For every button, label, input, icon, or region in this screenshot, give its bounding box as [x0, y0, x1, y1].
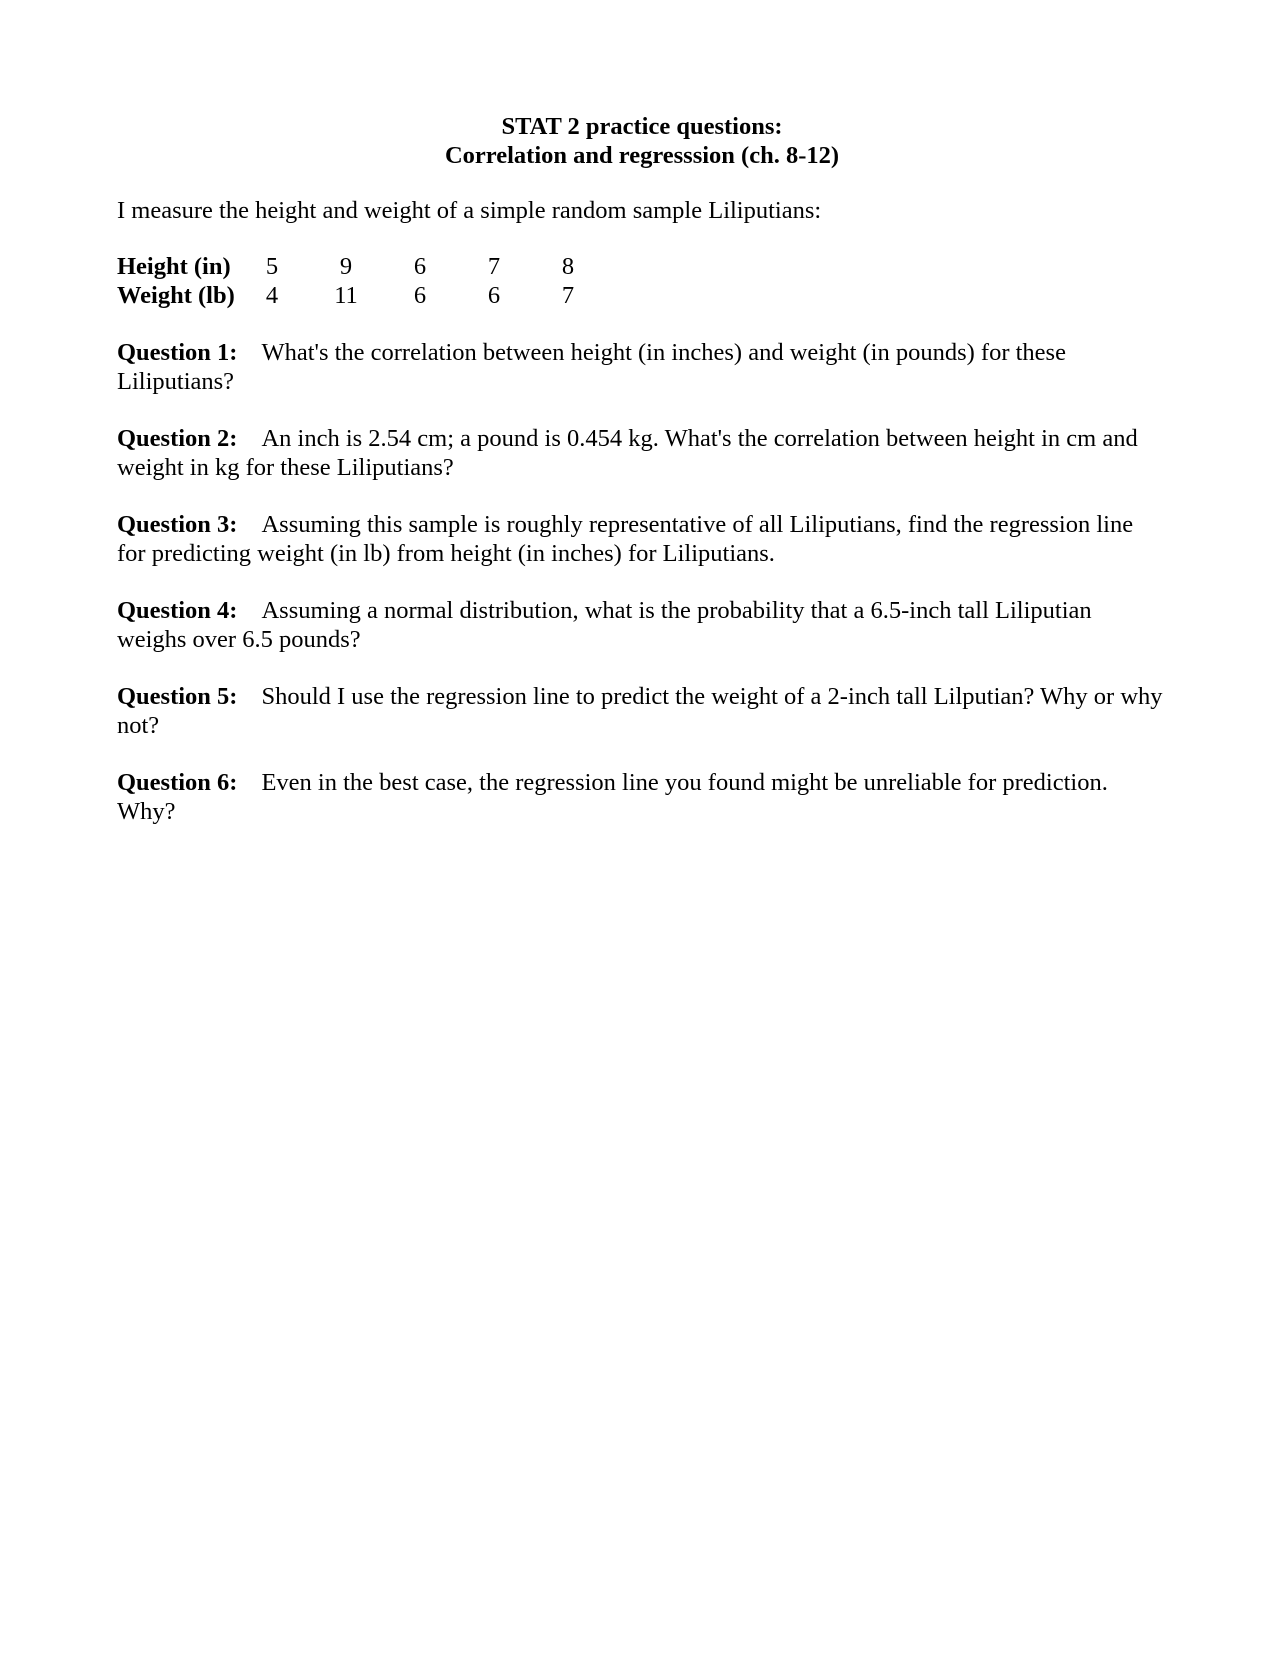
table-row-height — [117, 252, 627, 281]
question-text: Assuming a normal distribution, what is the probability that a 6.5-inch tall Liliputian weighs over 6.5 pounds? — [117, 597, 1092, 653]
question-5 — [117, 682, 1167, 740]
question-text: Even in the best case, the regression line you found might be unreliable for prediction. Why? — [117, 769, 1108, 825]
question-3 — [117, 510, 1167, 568]
title-line-2: Correlation and regresssion (ch. 8-12) — [444, 142, 840, 169]
intro-text: I measure the height and weight of a simple random sample Liliputians: — [117, 197, 822, 224]
question-1 — [117, 338, 1167, 396]
question-label: Question 1: — [117, 339, 238, 366]
table-cell: 11 — [334, 282, 358, 309]
question-label: Question 5: — [117, 683, 238, 710]
row-label: Weight (lb) — [117, 282, 235, 309]
table-cell: 4 — [265, 282, 279, 309]
question-label: Question 2: — [117, 425, 238, 452]
table-row-weight — [117, 281, 627, 310]
question-text: Assuming this sample is roughly representative of all Liliputians, find the regression line for predicting weight (in lb) from height (in inches) for Liliputians. — [117, 511, 1134, 567]
question-6 — [117, 768, 1167, 826]
table-cell: 8 — [561, 253, 575, 280]
title-line-1: STAT 2 practice questions: — [501, 113, 783, 140]
table-cell: 9 — [339, 253, 353, 280]
table-cell: 5 — [265, 253, 279, 280]
question-4 — [117, 596, 1167, 654]
question-label: Question 4: — [117, 597, 238, 624]
document-page — [117, 112, 1167, 826]
question-2 — [117, 424, 1167, 482]
question-text: An inch is 2.54 cm; a pound is 0.454 kg. What's the correlation between height in cm and weight in kg for these Liliputians? — [117, 425, 1138, 481]
question-label: Question 3: — [117, 511, 238, 538]
table-cell: 6 — [413, 253, 427, 280]
data-table — [117, 252, 627, 310]
row-label: Height (in) — [117, 253, 231, 280]
question-text: Should I use the regression line to predict the weight of a 2-inch tall Lilputian? Why or why not? — [117, 683, 1163, 739]
table-cell: 6 — [413, 282, 427, 309]
question-label: Question 6: — [117, 769, 238, 796]
table-cell: 7 — [487, 253, 501, 280]
table-cell: 7 — [561, 282, 575, 309]
question-text: What's the correlation between height (in inches) and weight (in pounds) for these Liliputians? — [117, 339, 1066, 395]
table-cell: 6 — [487, 282, 501, 309]
document-title — [117, 112, 1167, 170]
